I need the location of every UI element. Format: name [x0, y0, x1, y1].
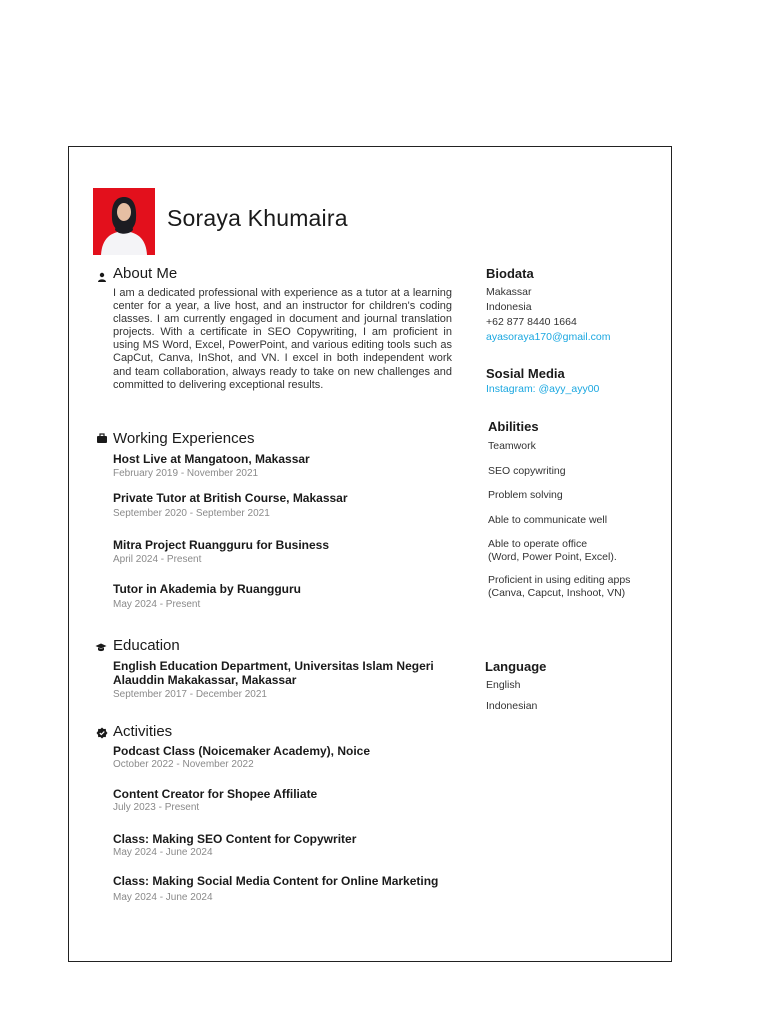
about-title: About Me	[113, 265, 178, 282]
person-name: Soraya Khumaira	[167, 205, 348, 231]
experience-item-date: May 2024 - Present	[113, 599, 201, 610]
ability-item: Teamwork	[488, 440, 536, 452]
graduation-cap-icon	[95, 641, 107, 653]
biodata-phone: +62 877 8440 1664	[486, 316, 577, 328]
experience-item-title: Tutor in Akademia by Ruangguru	[113, 582, 302, 596]
experience-item-title: Private Tutor at British Course, Makassar	[113, 491, 348, 505]
experience-item-date: February 2019 - November 2021	[113, 468, 259, 479]
language-title: Language	[485, 659, 547, 674]
portrait-icon	[93, 188, 155, 255]
ability-item: (Canva, Capcut, Inshoot, VN)	[488, 587, 626, 599]
language-item: English	[486, 679, 521, 691]
activity-item-title: Class: Making Social Media Content for Online Marketing	[113, 874, 439, 888]
activity-item-title: Class: Making SEO Content for Copywriter	[113, 832, 357, 846]
language-item: Indonesian	[486, 700, 538, 712]
biodata-country: Indonesia	[486, 301, 532, 313]
abilities-title: Abilities	[488, 419, 539, 434]
experience-item-title: Mitra Project Ruangguru for Business	[113, 538, 330, 552]
activity-item-date: October 2022 - November 2022	[113, 759, 254, 770]
experience-item-date: September 2020 - September 2021	[113, 508, 270, 519]
badge-check-icon	[96, 727, 108, 739]
activity-item-date: July 2023 - Present	[113, 802, 200, 813]
ability-item: SEO copywriting	[488, 465, 566, 477]
resume-page	[68, 146, 672, 962]
experience-item-date: April 2024 - Present	[113, 554, 202, 565]
ability-item: Able to operate office	[488, 538, 588, 550]
activity-item-title: Content Creator for Shopee Affiliate	[113, 787, 318, 801]
ability-item: Problem solving	[488, 489, 563, 501]
activity-item-title: Podcast Class (Noicemaker Academy), Noice	[113, 744, 370, 758]
education-title: Education	[113, 637, 180, 654]
about-text: I am a dedicated professional with experience as a tutor at a learning center for a year, a live host, and an instructor for children's coding classes. I am currently engaged in document and journal translation projects. With a certificate in SEO Copywriting, I am proficient in using MS Word, Excel, PowerPoint, and various editing tools such as CapCut, Canva, InShot, and VN. I excel in both independent work and team collaboration, always ready to take on new challenges and committed to delivering exceptional results.	[113, 287, 452, 391]
profile-photo	[93, 188, 155, 255]
activity-item-date: May 2024 - June 2024	[113, 847, 213, 858]
biodata-email-link[interactable]: ayasoraya170@gmail.com	[486, 331, 611, 343]
activities-title: Activities	[113, 723, 173, 740]
biodata-title: Biodata	[486, 266, 534, 281]
ability-item: (Word, Power Point, Excel).	[488, 551, 617, 563]
education-item-date: September 2017 - December 2021	[113, 689, 267, 700]
instagram-link[interactable]: Instagram: @ayy_ayy00	[486, 383, 600, 395]
experience-title: Working Experiences	[113, 430, 255, 447]
briefcase-icon	[96, 432, 108, 444]
social-title: Sosial Media	[486, 366, 565, 381]
biodata-city: Makassar	[486, 286, 532, 298]
ability-item: Proficient in using editing apps	[488, 574, 631, 586]
person-icon	[96, 271, 108, 283]
activity-item-date: May 2024 - June 2024	[113, 892, 213, 903]
education-item-title-line1: English Education Department, Universitas Islam Negeri	[113, 659, 434, 673]
education-item-title-line2: Alauddin Makakassar, Makassar	[113, 673, 297, 687]
ability-item: Able to communicate well	[488, 514, 608, 526]
experience-item-title: Host Live at Mangatoon, Makassar	[113, 452, 310, 466]
